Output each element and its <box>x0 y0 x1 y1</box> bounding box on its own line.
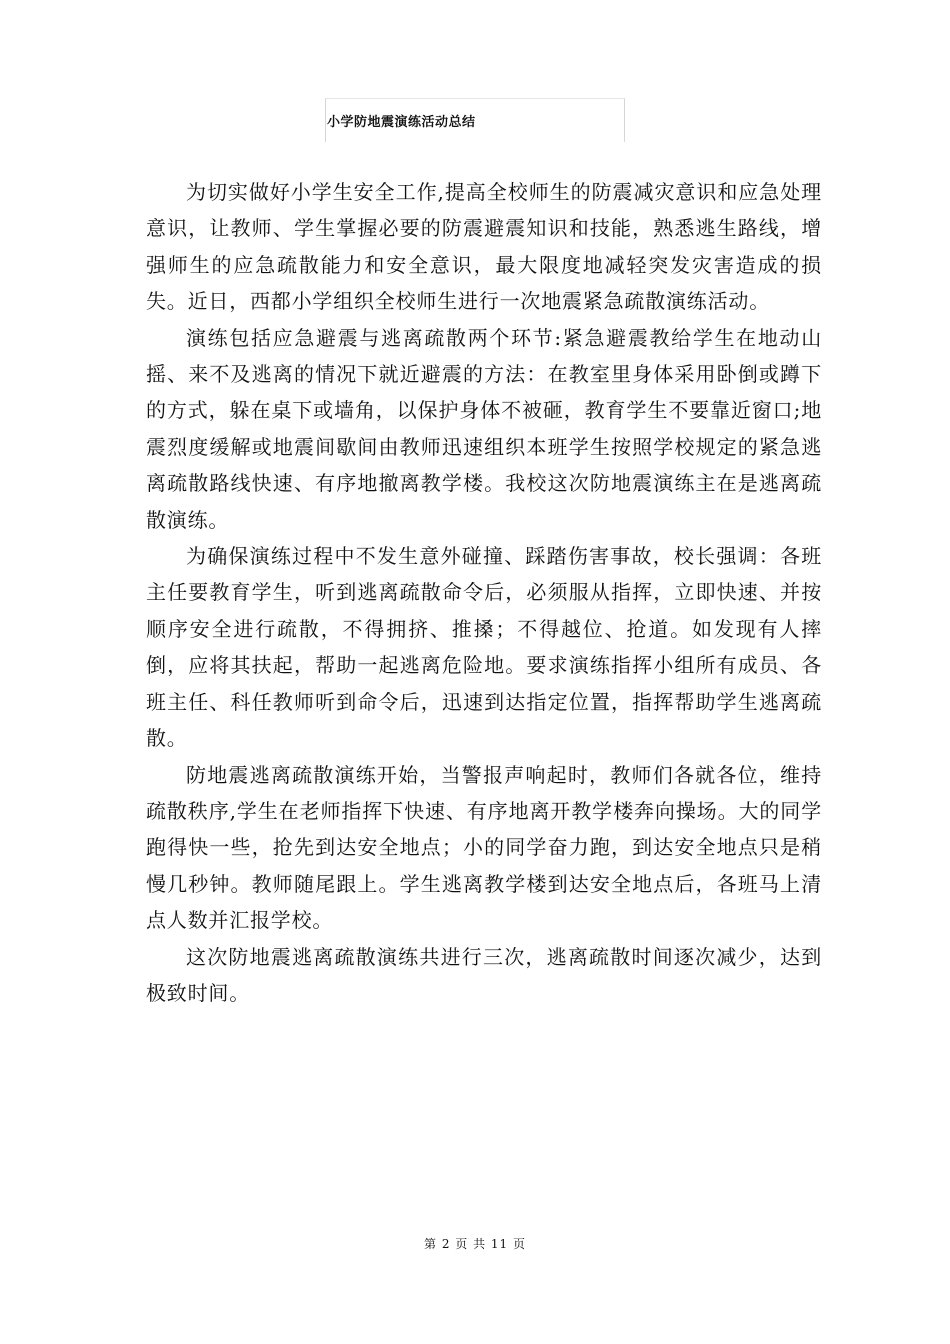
page-footer: 第 2 页 共 11 页 <box>424 1237 526 1251</box>
paragraph-2: 演练包括应急避震与逃离疏散两个环节:紧急避震教给学生在地动山摇、来不及逃离的情况下就近避震的方法：在教室里身体采用卧倒或蹲下的方式，躲在桌下或墙角，以保护身体不被砸，教育学生不要靠近窗口;地震烈度缓解或地震间歇间由教师迅速组织本班学生按照学校规定的紧急逃离疏散路线快速、有序地撤离教学楼。我校这次防地震演练主在是逃离疏散演练。 <box>146 325 822 532</box>
document-body <box>146 174 822 1011</box>
paragraph-1: 为切实做好小学生安全工作,提高全校师生的防震减灾意识和应急处理意识，让教师、学生掌握必要的防震避震知识和技能，熟悉逃生路线，增强师生的应急疏散能力和安全意识，最大限度地减轻突发灾害造成的损失。近日，西都小学组织全校师生进行一次地震紧急疏散演练活动。 <box>146 180 822 314</box>
document-title: 小学防地震演练活动总结 <box>327 115 476 130</box>
paragraph-4: 防地震逃离疏散演练开始，当警报声响起时，教师们各就各位，维持疏散秩序,学生在老师指挥下快速、有序地离开教学楼奔向操场。大的同学跑得快一些，抢先到达安全地点；小的同学奋力跑，到达安全地点只是稍慢几秒钟。教师随尾跟上。学生逃离教学楼到达安全地点后，各班马上清点人数并汇报学校。 <box>146 762 822 933</box>
paragraph-3: 为确保演练过程中不发生意外碰撞、踩踏伤害事故，校长强调：各班主任要教育学生，听到逃离疏散命令后，必须服从指挥，立即快速、并按顺序安全进行疏散，不得拥挤、推搡；不得越位、抢道。如发现有人摔倒，应将其扶起，帮助一起逃离危险地。要求演练指挥小组所有成员、各班主任、科任教师听到命令后，迅速到达指定位置，指挥帮助学生逃离疏散。 <box>146 544 822 751</box>
paragraph-5: 这次防地震逃离疏散演练共进行三次，逃离疏散时间逐次减少，达到极致时间。 <box>146 944 822 1005</box>
